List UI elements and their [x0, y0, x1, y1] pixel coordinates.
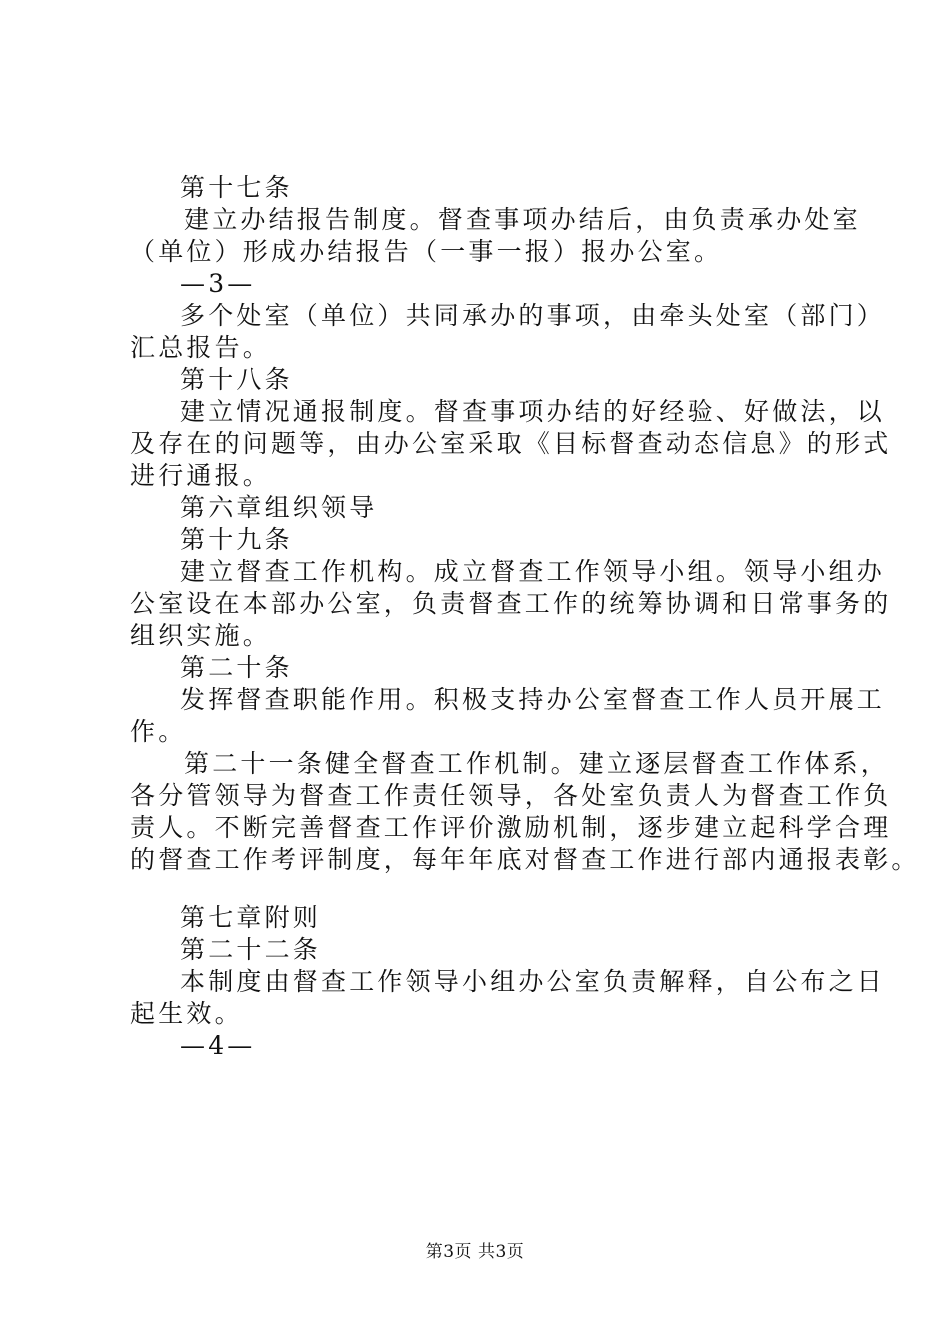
article-18-heading: 第十八条	[180, 365, 293, 394]
paragraph-line: 作。	[130, 717, 187, 746]
paragraph-line: 各分管领导为督查工作责任领导，各处室负责人为督查工作负	[130, 781, 892, 810]
blank-spacer	[130, 876, 842, 902]
paragraph-line: 建立办结报告制度。督查事项办结后，由负责承办处室	[184, 205, 861, 234]
paragraph-line: 的督查工作考评制度，每年年底对督查工作进行部内通报表彰。	[130, 845, 920, 874]
paragraph-line: 汇总报告。	[130, 333, 272, 362]
paragraph-line: 公室设在本部办公室，负责督查工作的统筹协调和日常事务的	[130, 589, 892, 618]
document-body	[130, 172, 920, 1062]
page-footer: 第3页 共3页	[425, 1242, 525, 1262]
paragraph-line: 建立督查工作机构。成立督查工作领导小组。领导小组办	[180, 557, 886, 586]
paragraph-line: 多个处室（单位）共同承办的事项，由牵头处室（部门）	[180, 301, 886, 330]
article-22-heading: 第二十二条	[180, 935, 322, 964]
paragraph-line: 组织实施。	[130, 621, 272, 650]
paragraph-line: 本制度由督查工作领导小组办公室负责解释，自公布之日	[180, 967, 886, 996]
page-number-marker: —3—	[180, 269, 256, 298]
paragraph-line: 发挥督查职能作用。积极支持办公室督查工作人员开展工	[180, 685, 886, 714]
chapter-6-heading: 第六章组织领导	[180, 493, 378, 522]
paragraph-line: 及存在的问题等，由办公室采取《目标督查动态信息》的形式	[130, 429, 892, 458]
article-21-paragraph: 第二十一条健全督查工作机制。建立逐层督查工作体系，	[184, 749, 890, 778]
page-number-marker: —4—	[180, 1031, 256, 1060]
article-17-heading: 第十七条	[180, 173, 293, 202]
paragraph-line: 责人。不断完善督查工作评价激励机制，逐步建立起科学合理	[130, 813, 892, 842]
paragraph-line: 建立情况通报制度。督查事项办结的好经验、好做法，以	[180, 397, 886, 426]
paragraph-line: （单位）形成办结报告（一事一报）报办公室。	[130, 237, 723, 266]
paragraph-line: 起生效。	[130, 999, 243, 1028]
chapter-7-heading: 第七章附则	[180, 903, 322, 932]
paragraph-line: 进行通报。	[130, 461, 272, 490]
article-20-heading: 第二十条	[180, 653, 293, 682]
article-19-heading: 第十九条	[180, 525, 293, 554]
